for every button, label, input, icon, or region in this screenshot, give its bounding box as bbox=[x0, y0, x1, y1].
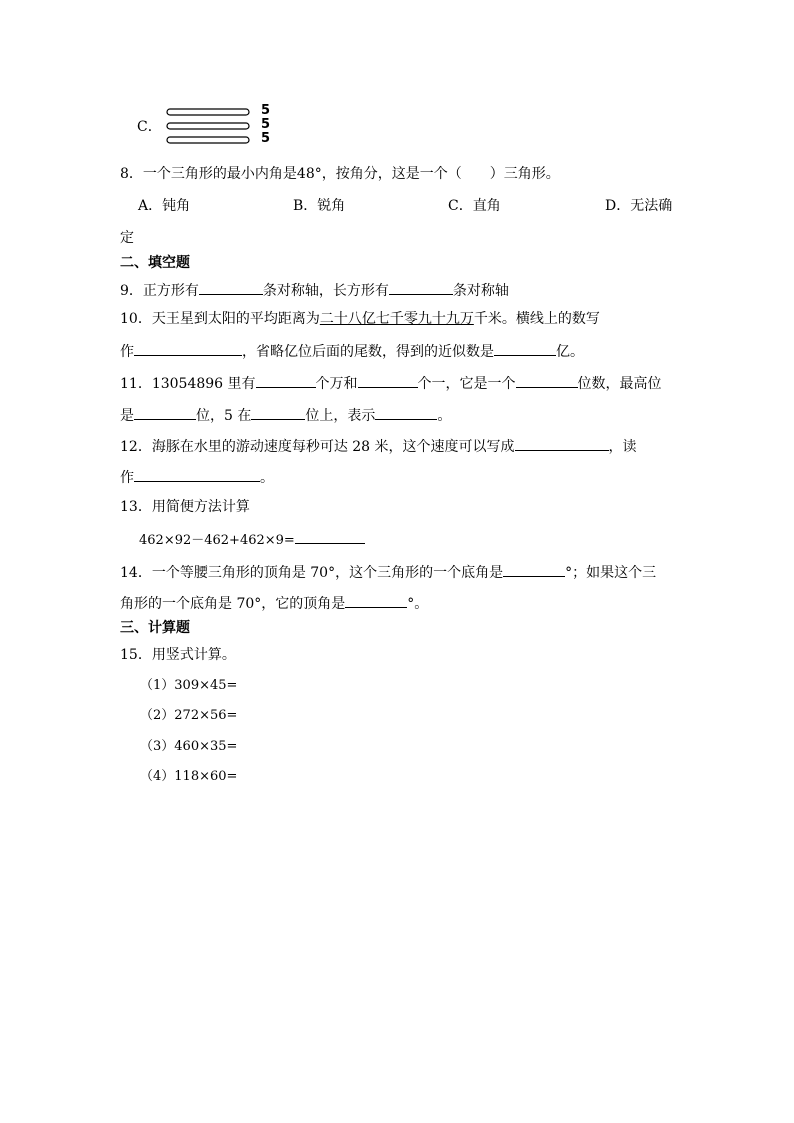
q12-l1-part-2: ，读 bbox=[608, 439, 637, 455]
q9-blank-1[interactable] bbox=[199, 279, 263, 295]
section-heading-fill-blank: 二、填空题 bbox=[120, 255, 190, 271]
q10-blank-2[interactable] bbox=[494, 340, 556, 356]
q11-blank-5[interactable] bbox=[251, 404, 305, 420]
q14-l1-part-1: 14．一个等腰三角形的顶角是 70°，这个三角形的一个底角是 bbox=[120, 565, 504, 581]
q11-l1-part-3: 个一，它是一个 bbox=[417, 376, 516, 392]
question-8: 8．一个三角形的最小内角是48°，按角分，这是一个（ ）三角形。 bbox=[120, 166, 560, 182]
q9-part-2: 条对称轴，长方形有 bbox=[262, 283, 389, 299]
q11-l1-part-1: 11．13054896 里有 bbox=[120, 376, 256, 392]
question-9 bbox=[120, 279, 509, 301]
question-10-line-2 bbox=[120, 340, 584, 362]
q11-l2-part-4: 。 bbox=[437, 408, 452, 424]
q9-blank-2[interactable] bbox=[389, 279, 453, 295]
q14-l2-part-2: °。 bbox=[407, 596, 429, 612]
q12-blank-1[interactable] bbox=[515, 435, 609, 451]
q12-l1-part-1: 12．海豚在水里的游动速度每秒可达 28 米，这个速度可以写成 bbox=[120, 439, 515, 455]
stick-3 bbox=[167, 137, 249, 143]
question-12-line-1 bbox=[120, 435, 637, 457]
q8-option-a: A．钝角 bbox=[138, 198, 191, 214]
question-13-title: 13．用简便方法计算 bbox=[120, 499, 250, 515]
q10-underlined-number: 二十八亿七千零九十九万 bbox=[319, 311, 474, 327]
question-12-line-2 bbox=[120, 466, 274, 488]
q8-option-c: C．直角 bbox=[448, 198, 501, 214]
sticks-svg bbox=[165, 107, 275, 149]
q15-item-2: （2）272×56= bbox=[140, 708, 238, 723]
q11-l1-part-4: 位数，最高位 bbox=[577, 376, 662, 392]
q11-l2-part-2: 位，5 在 bbox=[196, 408, 252, 424]
q11-blank-4[interactable] bbox=[134, 404, 196, 420]
q11-blank-3[interactable] bbox=[516, 372, 578, 388]
option-c-label: C． bbox=[137, 119, 162, 135]
q10-line2-part-1: 作 bbox=[120, 344, 134, 360]
q10-pre: 10．天王星到太阳的平均距离为 bbox=[120, 311, 320, 327]
q8-option-b: B．锐角 bbox=[293, 198, 346, 214]
q15-item-1: （1）309×45= bbox=[140, 678, 238, 693]
q10-blank-1[interactable] bbox=[134, 340, 242, 356]
q10-post: 千米。横线上的数写 bbox=[473, 311, 600, 327]
q15-item-3: （3）460×35= bbox=[140, 739, 238, 754]
question-10-line-1 bbox=[120, 309, 600, 329]
q14-l2-part-1: 角形的一个底角是 70°，它的顶角是 bbox=[120, 596, 346, 612]
q14-blank-2[interactable] bbox=[345, 592, 407, 608]
q12-l2-part-2: 。 bbox=[260, 470, 274, 486]
q9-part-1: 9．正方形有 bbox=[120, 283, 199, 299]
q12-l2-part-1: 作 bbox=[120, 470, 134, 486]
stick-1 bbox=[167, 109, 249, 115]
question-11-line-1 bbox=[120, 372, 662, 394]
question-14-line-2 bbox=[120, 592, 428, 614]
section-heading-calculation: 三、计算题 bbox=[120, 620, 190, 636]
q10-line2-part-3: 亿。 bbox=[556, 344, 584, 360]
stick-label-3: 5 bbox=[261, 131, 271, 146]
question-11-line-2 bbox=[120, 404, 451, 426]
stick-label-1: 5 bbox=[261, 103, 271, 118]
q13-expr: 462×92－462+462×9= bbox=[139, 533, 295, 548]
stick-label-2: 5 bbox=[261, 117, 271, 132]
sticks-figure bbox=[165, 103, 275, 149]
q8-option-d-wrap: 定 bbox=[120, 230, 134, 246]
q14-l1-part-2: °；如果这个三 bbox=[565, 565, 657, 581]
q11-l2-part-1: 是 bbox=[120, 408, 134, 424]
q9-part-3: 条对称轴 bbox=[452, 283, 509, 299]
q11-blank-1[interactable] bbox=[256, 372, 316, 388]
question-15-title: 15．用竖式计算。 bbox=[120, 647, 236, 663]
q11-l1-part-2: 个万和 bbox=[315, 376, 358, 392]
q8-option-d: D．无法确 bbox=[605, 198, 673, 214]
question-13-expression bbox=[139, 528, 365, 551]
stick-2 bbox=[167, 123, 249, 129]
q13-blank[interactable] bbox=[295, 528, 365, 544]
q11-blank-2[interactable] bbox=[358, 372, 418, 388]
q15-item-4: （4）118×60= bbox=[140, 769, 238, 784]
q11-blank-6[interactable] bbox=[375, 404, 437, 420]
q14-blank-1[interactable] bbox=[503, 561, 565, 577]
q11-l2-part-3: 位上，表示 bbox=[305, 408, 376, 424]
q12-blank-2[interactable] bbox=[134, 466, 260, 482]
question-14-line-1 bbox=[120, 561, 656, 583]
q10-line2-part-2: ，省略亿位后面的尾数，得到的近似数是 bbox=[242, 344, 494, 360]
